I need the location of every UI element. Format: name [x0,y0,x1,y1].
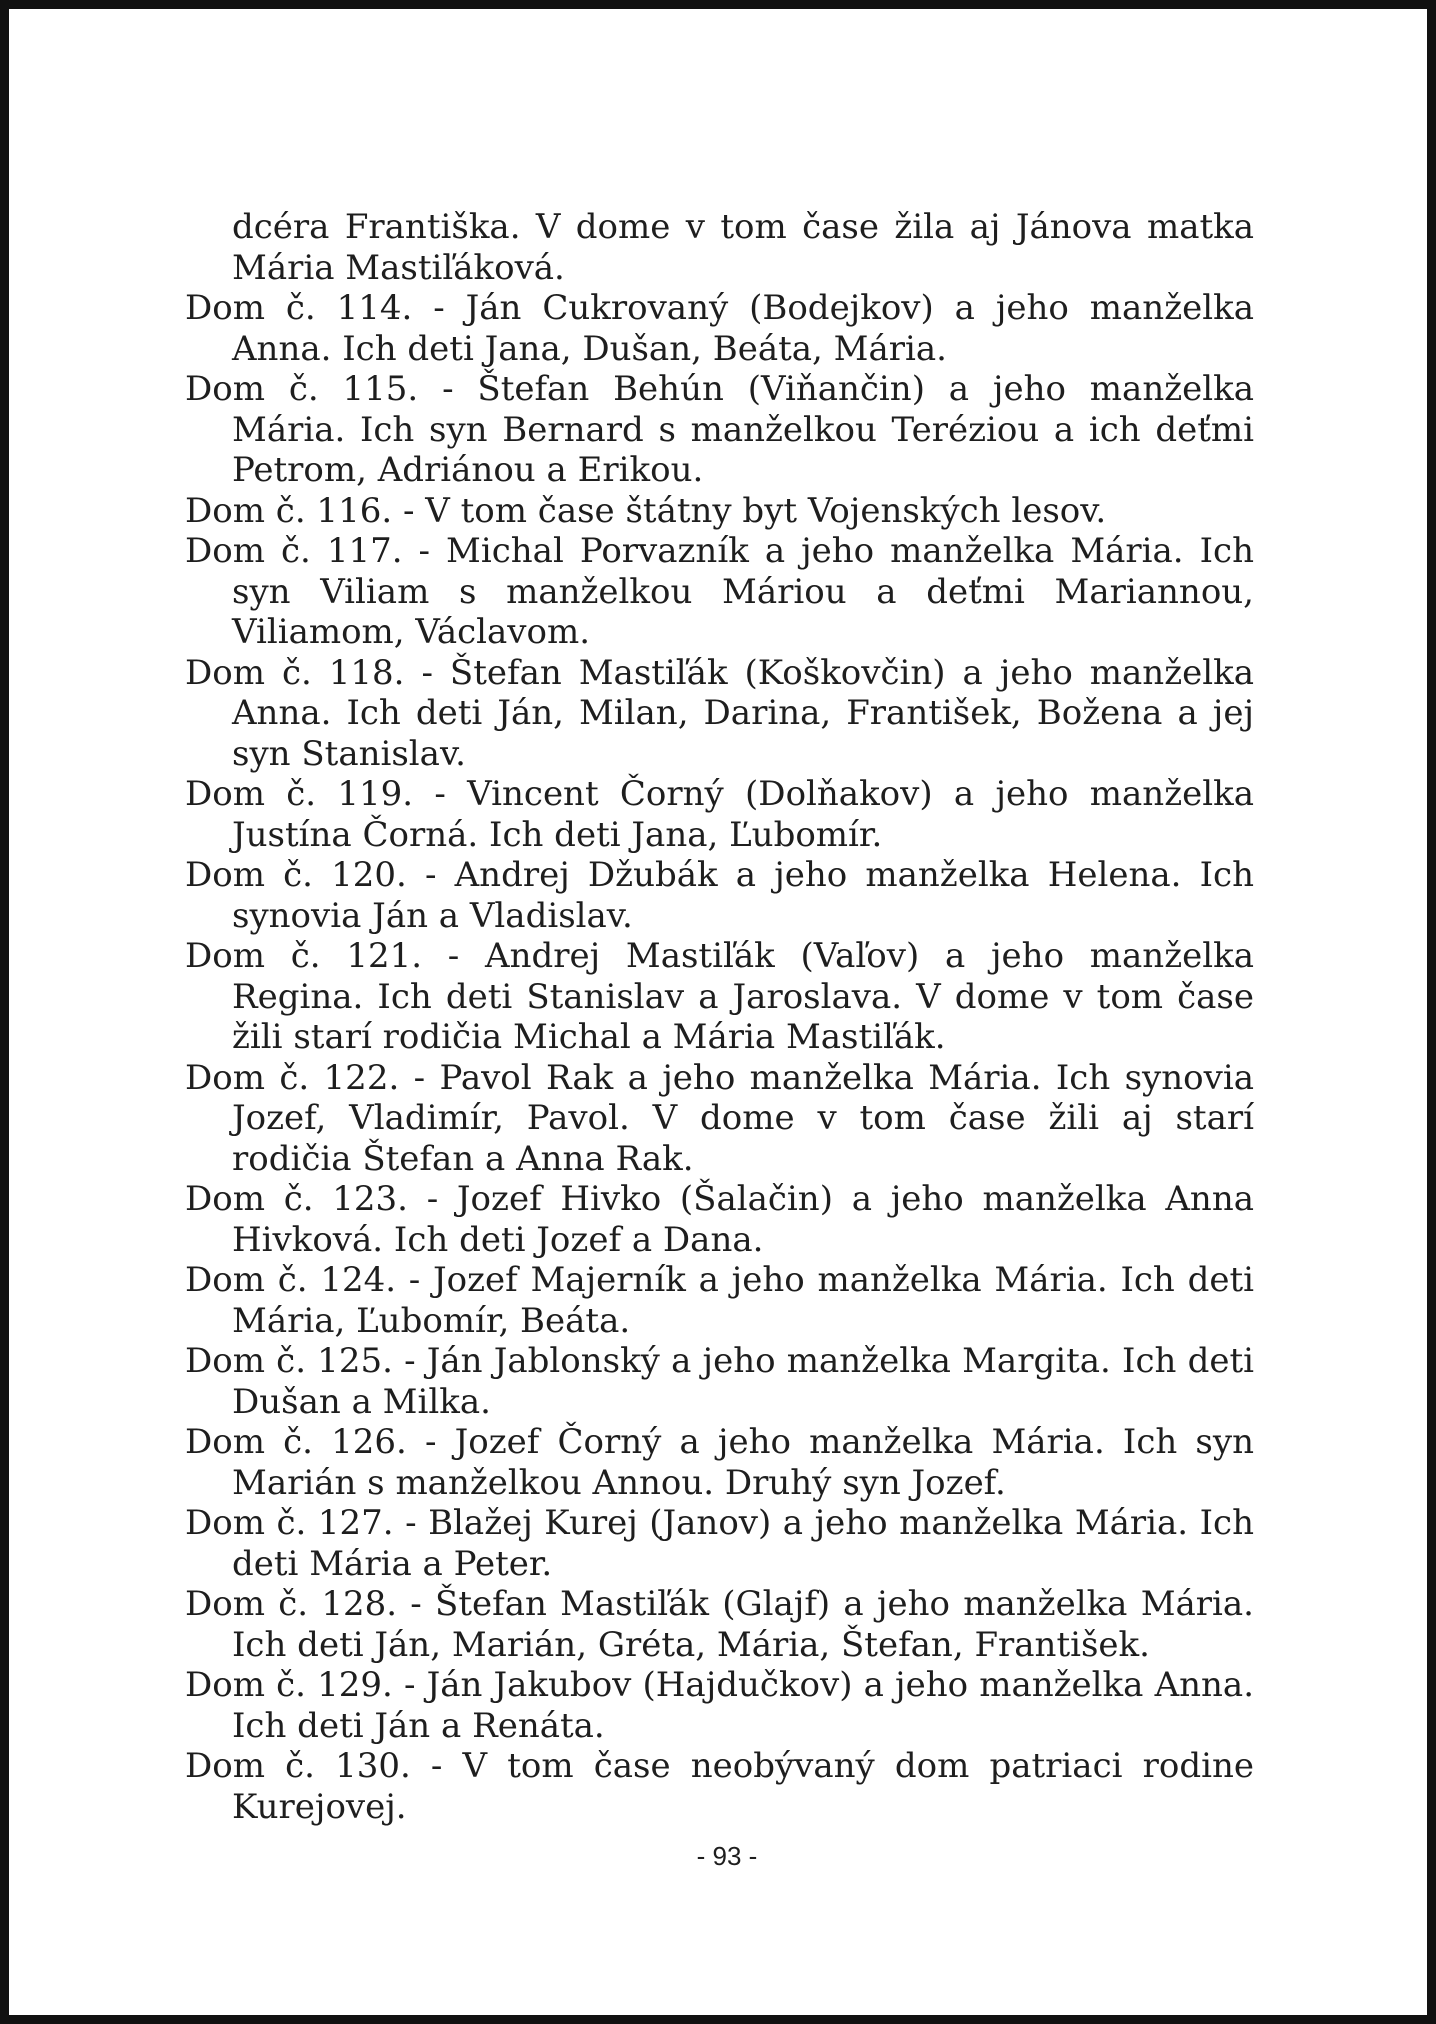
house-entry-114: Dom č. 114. - Ján Cukrovaný (Bodejkov) a jeho manželka Anna. Ich deti Jana, Dušan, Beáta, Mária. [185,288,1254,369]
house-entry-127: Dom č. 127. - Blažej Kurej (Janov) a jeho manželka Mária. Ich deti Mária a Peter. [185,1503,1254,1584]
house-entry-115: Dom č. 115. - Štefan Behún (Viňančin) a jeho manželka Mária. Ich syn Bernard s manželkou Teréziou a ich deťmi Petrom, Adriánou a Erikou. [185,369,1254,490]
house-entry-117: Dom č. 117. - Michal Porvazník a jeho manželka Mária. Ich syn Viliam s manželkou Máriou a deťmi Mariannou, Viliamom, Václavom. [185,531,1254,652]
paragraph-continuation: dcéra Františka. V dome v tom čase žila aj Jánova matka Mária Mastiľáková. [232,207,1254,288]
house-entry-119: Dom č. 119. - Vincent Čorný (Dolňakov) a jeho manželka Justína Čorná. Ich deti Jana, Ľubomír. [185,774,1254,855]
house-entry-120: Dom č. 120. - Andrej Džubák a jeho manželka Helena. Ich synovia Ján a Vladislav. [185,855,1254,936]
house-entry-129: Dom č. 129. - Ján Jakubov (Hajdučkov) a jeho manželka Anna. Ich deti Ján a Renáta. [185,1665,1254,1746]
house-entry-118: Dom č. 118. - Štefan Mastiľák (Koškovčin) a jeho manželka Anna. Ich deti Ján, Milan, Darina, František, Božena a jej syn Stanislav. [185,652,1254,774]
house-entry-128: Dom č. 128. - Štefan Mastiľák (Glajf) a jeho manželka Mária. Ich deti Ján, Marián, Gréta, Mária, Štefan, František. [185,1584,1254,1665]
house-entry-125: Dom č. 125. - Ján Jablonský a jeho manželka Margita. Ich deti Dušan a Milka. [185,1341,1254,1422]
house-entry-130: Dom č. 130. - V tom čase neobývaný dom patriaci rodine Kurejovej. [185,1746,1254,1827]
house-entry-122: Dom č. 122. - Pavol Rak a jeho manželka Mária. Ich synovia Jozef, Vladimír, Pavol. V dome v tom čase žili aj starí rodičia Štefan a Anna Rak. [185,1057,1254,1179]
house-entry-121: Dom č. 121. - Andrej Mastiľák (Vaľov) a jeho manželka Regina. Ich deti Stanislav a Jaroslava. V dome v tom čase žili starí rodičia Michal a Mária Mastiľák. [185,936,1254,1057]
house-entry-124: Dom č. 124. - Jozef Majerník a jeho manželka Mária. Ich deti Mária, Ľubomír, Beáta. [185,1260,1254,1341]
house-entry-123: Dom č. 123. - Jozef Hivko (Šalačin) a jeho manželka Anna Hivková. Ich deti Jozef a Dana. [185,1179,1254,1260]
page-number: - 93 - [696,1841,758,1871]
house-entry-116: Dom č. 116. - V tom čase štátny byt Vojenských lesov. [185,490,1107,531]
body-text [185,207,1254,1827]
house-entry-126: Dom č. 126. - Jozef Čorný a jeho manželka Mária. Ich syn Marián s manželkou Annou. Druhý syn Jozef. [185,1422,1254,1503]
